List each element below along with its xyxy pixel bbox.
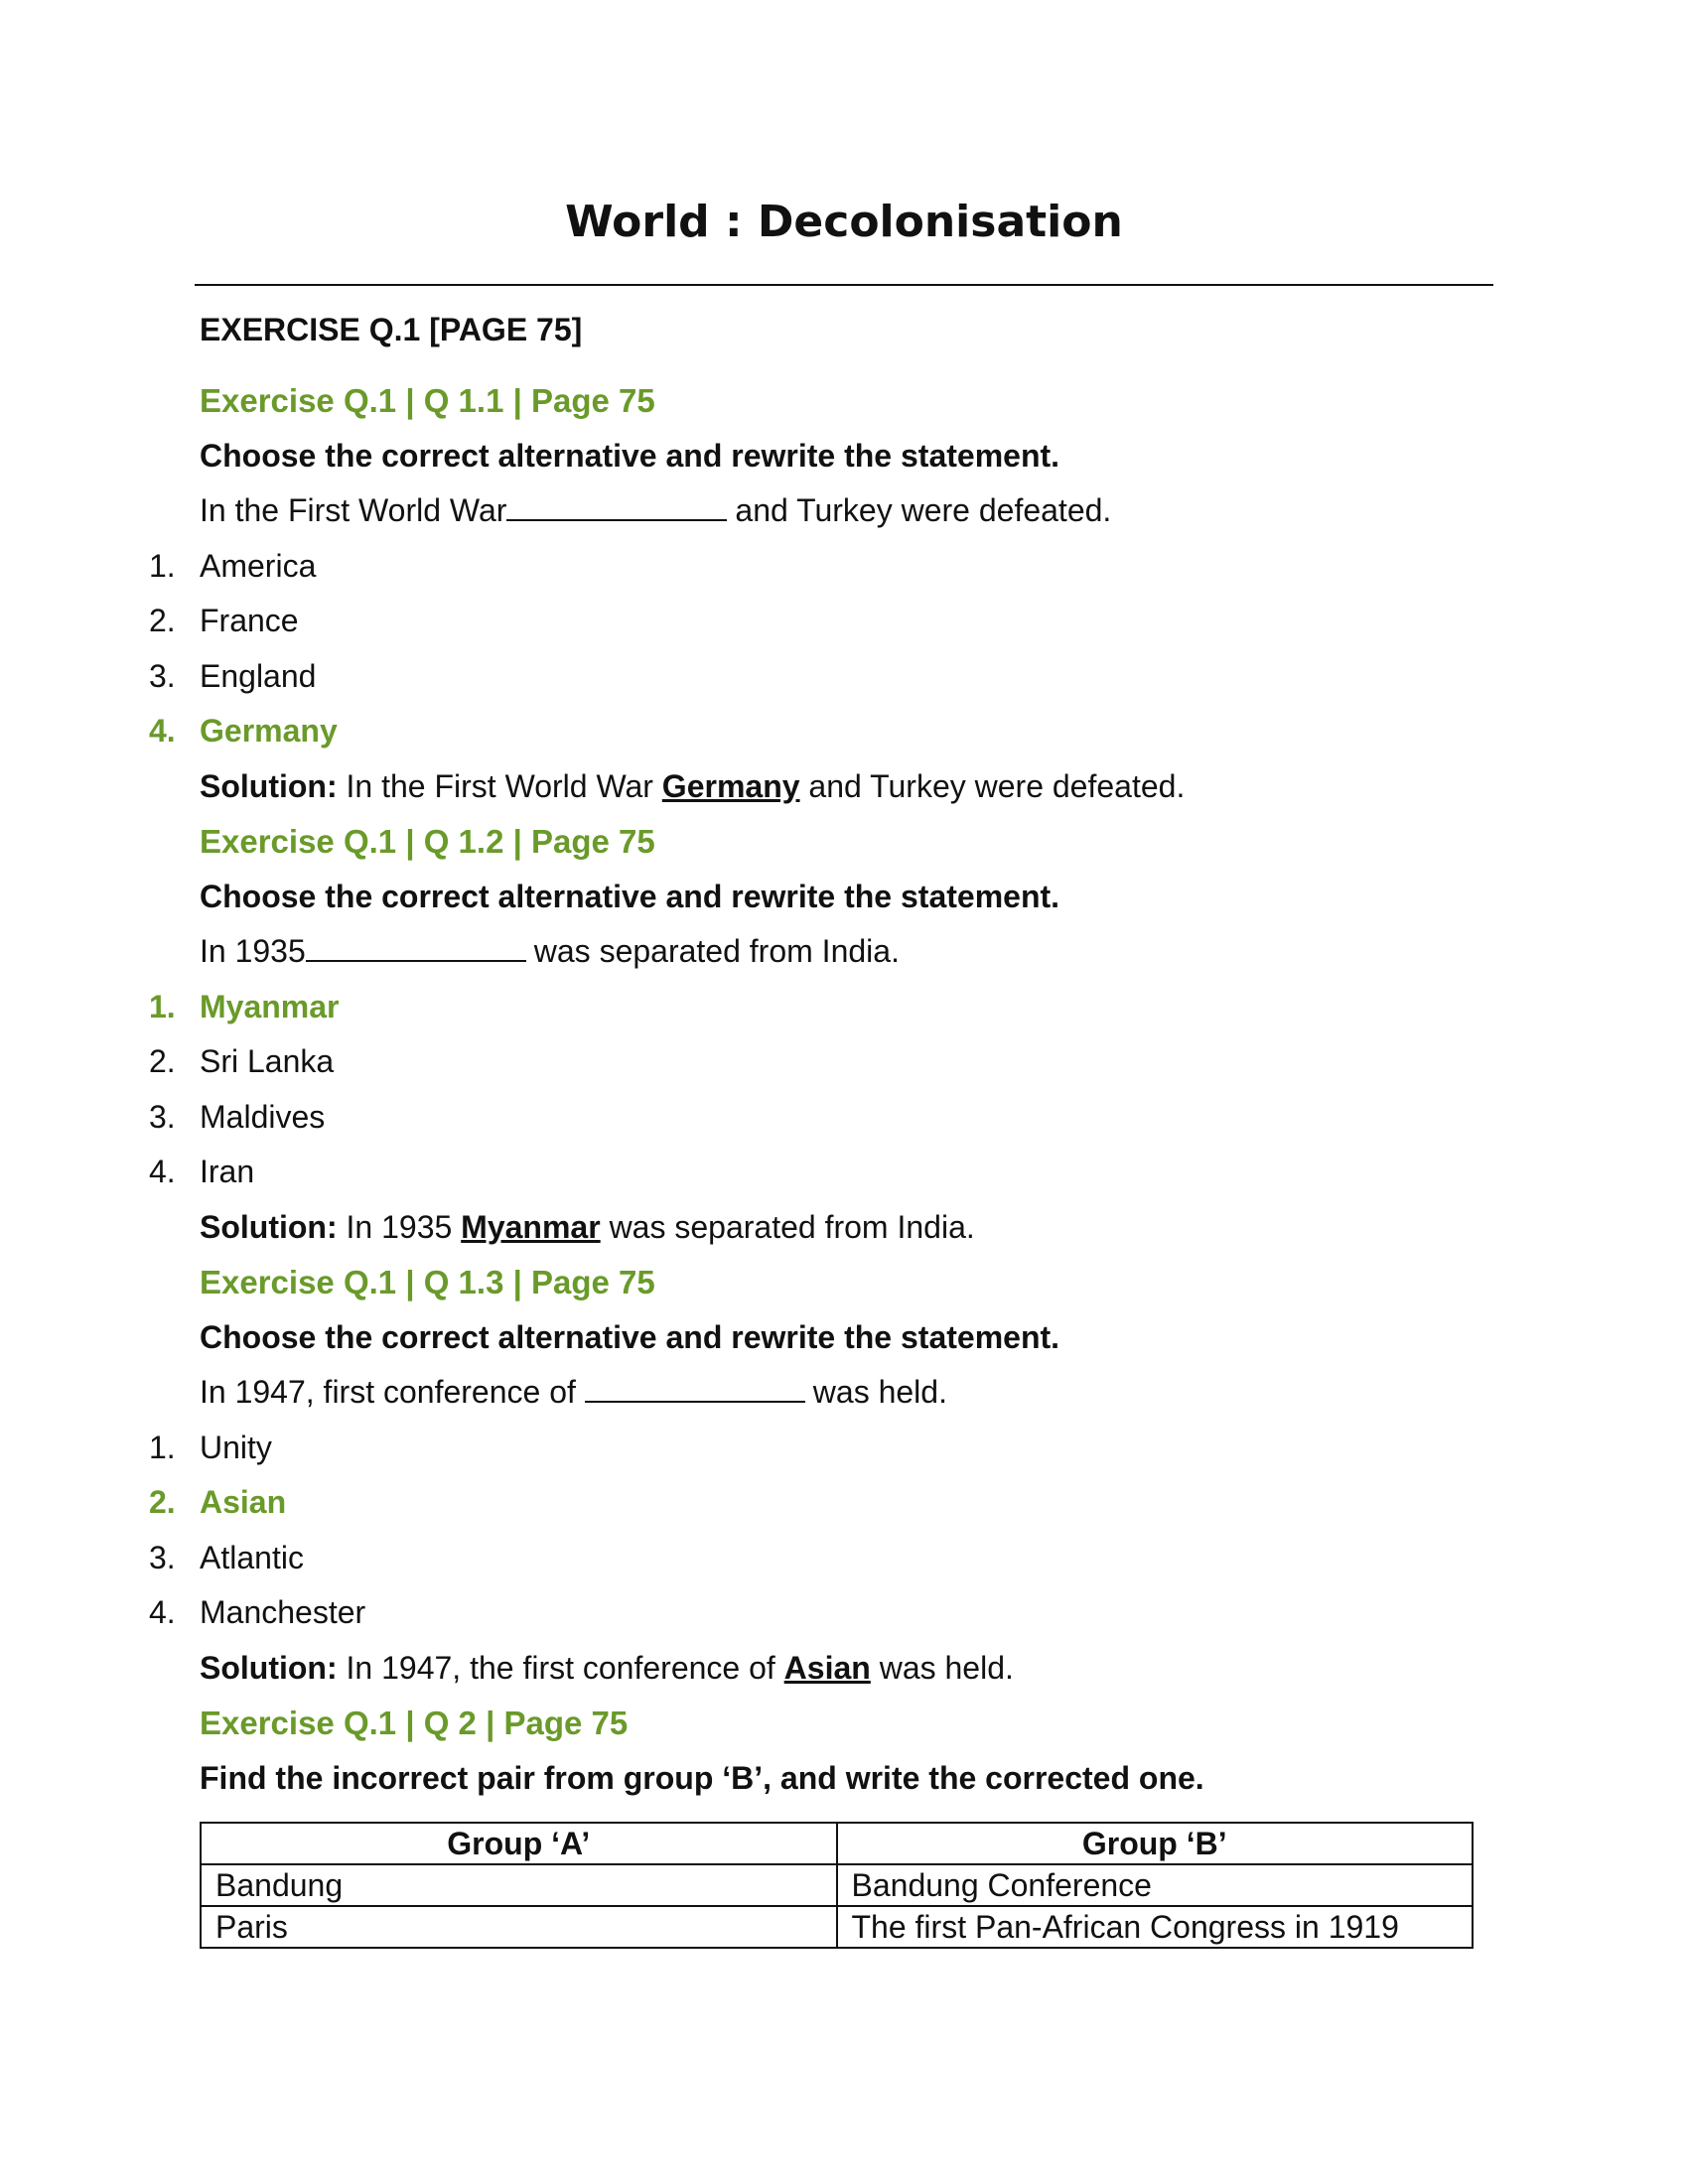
column-header: Group ‘B’ — [837, 1823, 1474, 1864]
question-statement — [0, 1365, 1688, 1421]
section-heading: EXERCISE Q.1 [PAGE 75] — [200, 312, 583, 347]
option-number: 1. — [149, 988, 176, 1024]
question-heading: Exercise Q.1 | Q 2 | Page 75 — [200, 1705, 629, 1741]
option-text: Atlantic — [200, 1539, 304, 1575]
solution-answer: Myanmar — [461, 1208, 601, 1245]
option-number: 2. — [149, 603, 176, 638]
solution-answer: Germany — [661, 767, 800, 804]
option-item — [0, 649, 1688, 705]
option-number: 2. — [149, 1043, 176, 1079]
option-text: Germany — [200, 713, 338, 749]
option-text: Manchester — [200, 1594, 366, 1630]
option-item — [0, 1421, 1688, 1476]
statement-text-after: was held. — [812, 1374, 947, 1410]
pair-table — [200, 1822, 1474, 1949]
question-heading: Exercise Q.1 | Q 1.2 | Page 75 — [200, 823, 655, 860]
question-heading: Exercise Q.1 | Q 1.1 | Page 75 — [200, 382, 655, 419]
column-header: Group ‘A’ — [201, 1823, 837, 1864]
option-item — [0, 539, 1688, 595]
title-divider — [195, 284, 1493, 286]
solution-text-before: In the First World War — [346, 767, 653, 804]
option-item — [0, 1145, 1688, 1200]
option-text: France — [200, 603, 299, 638]
option-number: 4. — [149, 713, 176, 749]
option-item-correct — [0, 1475, 1688, 1531]
option-item-correct — [0, 704, 1688, 759]
option-text: Myanmar — [200, 988, 340, 1024]
option-text: America — [200, 547, 317, 584]
question-instruction: Choose the correct alternative and rewrite the statement. — [200, 1318, 1060, 1355]
question-heading: Exercise Q.1 | Q 1.3 | Page 75 — [200, 1264, 655, 1300]
solution-label: Solution: — [200, 1649, 338, 1686]
solution-line — [0, 1200, 1688, 1256]
statement-text-after: was separated from India. — [533, 933, 900, 969]
table-cell: Paris — [201, 1906, 837, 1948]
option-text: Iran — [200, 1154, 255, 1189]
document-body — [0, 298, 1688, 1806]
solution-text-before: In 1947, the first conference of — [346, 1649, 775, 1686]
option-number: 2. — [149, 1484, 176, 1520]
page-title: World : Decolonisation — [565, 197, 1123, 247]
question-instruction: Choose the correct alternative and rewrite the statement. — [200, 878, 1060, 914]
option-text: Unity — [200, 1429, 272, 1465]
option-number: 3. — [149, 657, 176, 694]
solution-text-after: was held. — [879, 1649, 1014, 1686]
option-text: Maldives — [200, 1098, 326, 1135]
option-item — [0, 1531, 1688, 1586]
table-cell: Bandung Conference — [837, 1864, 1474, 1906]
solution-label: Solution: — [200, 1208, 338, 1245]
table-row — [201, 1864, 1473, 1906]
option-number: 3. — [149, 1098, 176, 1135]
table-row — [201, 1906, 1473, 1948]
solution-text-before: In 1935 — [346, 1208, 453, 1245]
option-text: Sri Lanka — [200, 1043, 335, 1079]
question-instruction: Find the incorrect pair from group ‘B’, and write the corrected one. — [200, 1759, 1204, 1796]
statement-text-before: In the First World War — [200, 492, 507, 528]
option-number: 3. — [149, 1539, 176, 1575]
question-instruction: Choose the correct alternative and rewrite the statement. — [200, 437, 1060, 474]
option-item — [0, 1090, 1688, 1146]
answer-blank — [506, 493, 727, 521]
solution-label: Solution: — [200, 767, 338, 804]
solution-line — [0, 1641, 1688, 1697]
option-text: England — [200, 657, 317, 694]
option-number: 4. — [149, 1594, 176, 1630]
statement-text-after: and Turkey were defeated. — [735, 492, 1112, 528]
answer-blank — [585, 1375, 805, 1403]
option-number: 1. — [149, 1429, 176, 1465]
option-item — [0, 1034, 1688, 1090]
statement-text-before: In 1935 — [200, 933, 306, 969]
statement-text-before: In 1947, first conference of — [200, 1374, 576, 1410]
option-number: 4. — [149, 1154, 176, 1189]
question-statement — [0, 483, 1688, 539]
table-cell: Bandung — [201, 1864, 837, 1906]
option-text: Asian — [200, 1484, 287, 1520]
solution-text-after: and Turkey were defeated. — [808, 767, 1186, 804]
solution-text-after: was separated from India. — [609, 1208, 975, 1245]
option-item — [0, 594, 1688, 649]
solution-line — [0, 759, 1688, 815]
option-item — [0, 1585, 1688, 1641]
answer-blank — [306, 934, 526, 962]
table-cell: The first Pan-African Congress in 1919 — [837, 1906, 1474, 1948]
option-number: 1. — [149, 547, 176, 584]
question-statement — [0, 924, 1688, 980]
table-header-row — [201, 1823, 1473, 1864]
solution-answer: Asian — [783, 1649, 871, 1686]
option-item-correct — [0, 980, 1688, 1035]
